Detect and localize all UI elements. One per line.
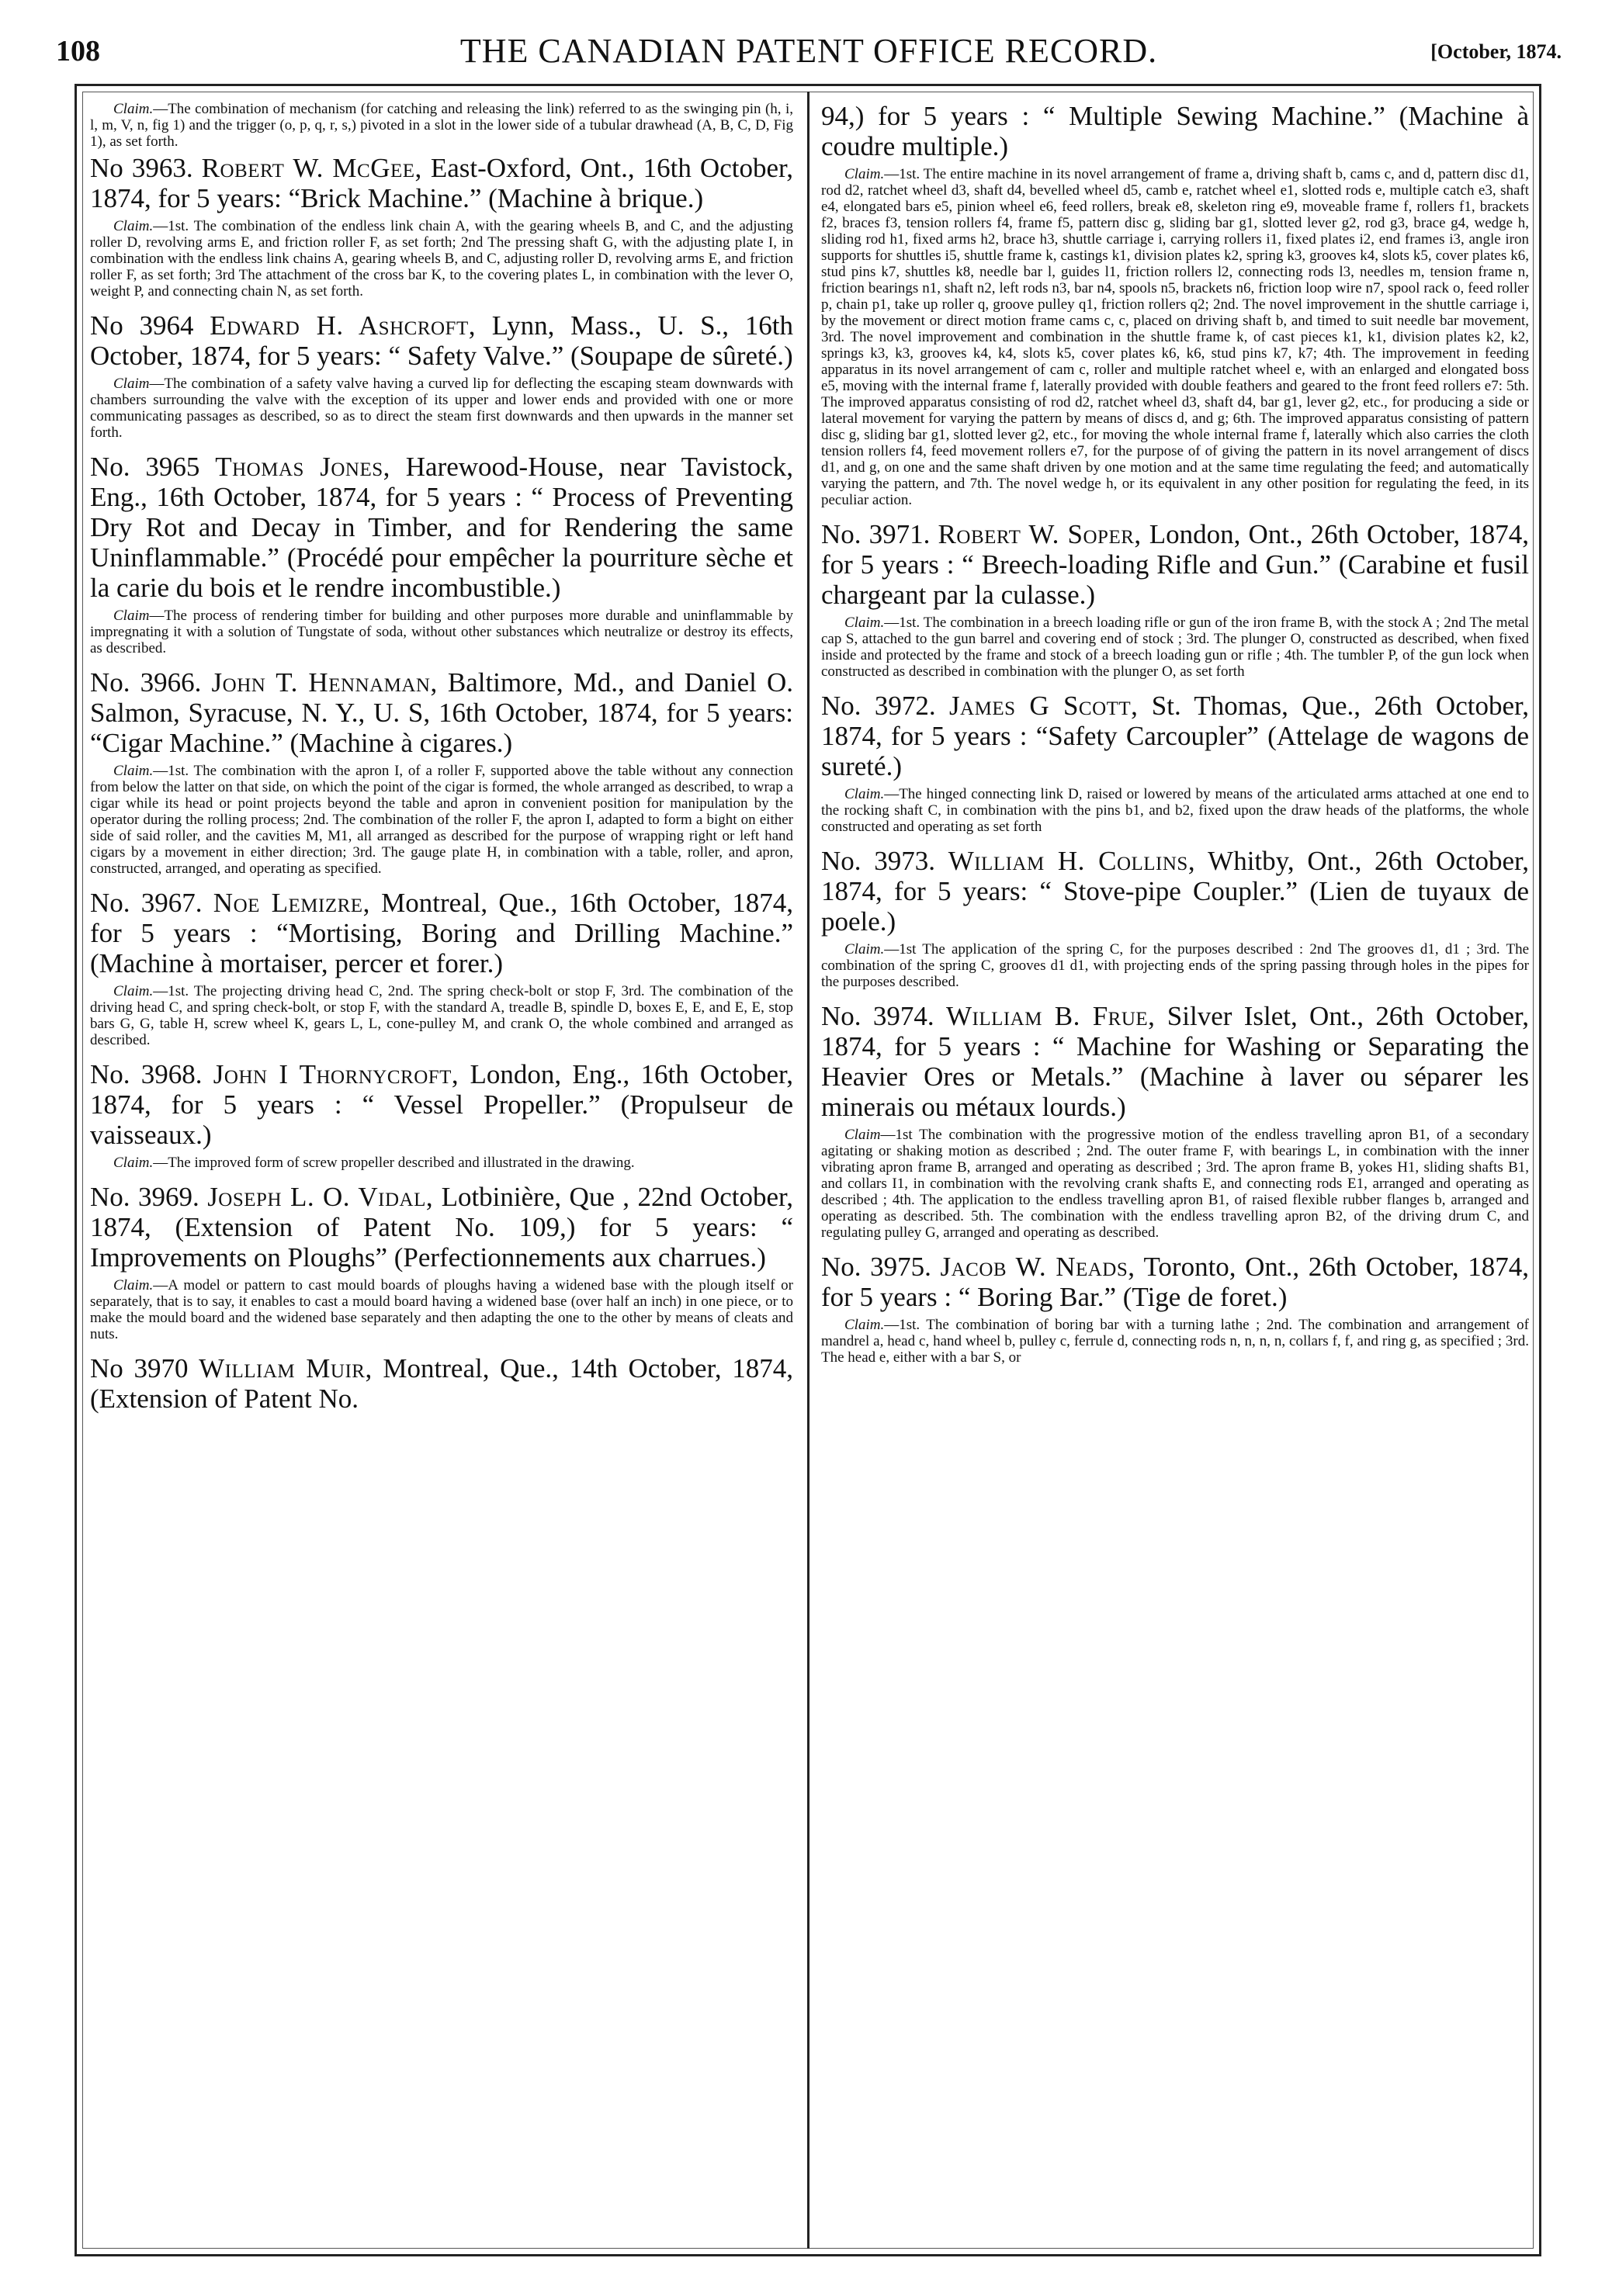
- patent-number: No. 3974.: [821, 1001, 934, 1031]
- entry-claim: [90, 1277, 793, 1342]
- patent-entry-3971: [821, 519, 1529, 680]
- entry-claim: [90, 763, 793, 877]
- patent-entry-3965: [90, 452, 793, 656]
- claim-label: Claim.: [844, 615, 885, 631]
- patent-entry-3974: [821, 1001, 1529, 1241]
- patent-entry-3972: [821, 691, 1529, 835]
- entry-heading: [821, 1001, 1529, 1122]
- inventor-name: John T. Hennaman,: [211, 667, 438, 698]
- entry-details: Silver Islet, Ont., 26th October, 1874, for 5 years : “ Machine for Washing or Separating the Heavier Ores or Metals.” (Machine à laver ou séparer les minerais ou métaux lourds.): [821, 1001, 1529, 1122]
- entry-heading-continued: 94,) for 5 years : “ Multiple Sewing Machine.” (Machine à coudre multiple.): [821, 101, 1529, 161]
- entry-heading: [90, 153, 793, 213]
- claim-label: Claim.: [113, 763, 154, 779]
- patent-entry-3970-continued: [821, 101, 1529, 508]
- entry-heading: [90, 452, 793, 603]
- inventor-name: Robert W. Soper,: [938, 519, 1142, 549]
- entry-claim: [821, 941, 1529, 990]
- left-column: [90, 101, 793, 2242]
- inventor-name: Edward H. Ashcroft,: [210, 310, 476, 341]
- patent-number: No. 3967.: [90, 888, 203, 918]
- patent-number: No. 3969.: [90, 1182, 199, 1212]
- entry-details: Harewood-House, near Tavistock, Eng., 16th October, 1874, for 5 years : “ Process of Preventing Dry Rot and Decay in Timber, and for Rendering the same Uninflammable.” (Procédé pour empêcher la pourriture sèche et la carie du bois et le rendre incombustible.): [90, 452, 793, 603]
- claim-label: Claim.: [113, 101, 154, 117]
- claim-label: Claim: [844, 1127, 881, 1143]
- entry-details: Baltimore, Md., and Daniel O. Salmon, Syracuse, N. Y., U. S, 16th October, 1874, for 5 years: “Cigar Machine.” (Machine à cigares.): [90, 667, 793, 758]
- inventor-name: John I Thornycroft,: [213, 1059, 459, 1089]
- claim-label: Claim: [113, 376, 150, 392]
- entry-claim: [821, 1317, 1529, 1366]
- entry-details: St. Thomas, Que., 26th October, 1874, for 5 years : “Safety Carcoupler” (Attelage de wagons de sureté.): [821, 691, 1529, 781]
- entry-details: London, Eng., 16th October, 1874, for 5 years : “ Vessel Propeller.” (Propulseur de vaisseaux.): [90, 1059, 793, 1150]
- entry-heading: [90, 310, 793, 371]
- patent-number: No. 3965: [90, 452, 200, 482]
- patent-entry-3970: [90, 1353, 793, 1414]
- entry-claim: [821, 615, 1529, 680]
- claim-label: Claim: [113, 608, 150, 624]
- claim-text: —1st. The entire machine in its novel arrangement of frame a, driving shaft b, cams c, and d, pattern disc d1, rod d2, ratchet wheel d3, shaft d4, bevelled wheel d5, camb e, ratchet wheel e1, slotted rods e, multiple catch e3, shaft e4, elongated bars e5, pinion wheel e6, feed rollers, break e8, skeleton ring e9, moveable frame f, rollers f1, brackets f2, braces f3, tension rollers f4, frame f5, pattern disc g, sliding bar g1, slotted lever g2, rod g3, brace g4, wedge h, sliding rod h1, fixed arms h2, brace h3, shuttle carriage i, carrying rollers i1, fixed plates i2, end frames i3, angle iron supports for shuttles i5, shuttle frame k, castings k1, division plates k2, spring k3, grooves k4, slots k5, cover plates k6, stud pins k7, shuttles k8, needle bar l, guides l1, friction rollers l2, connecting rods l3, needles m, tension frame n, friction bearings n1, shaft n2, left rods n3, bar n4, spools n5, brackets n6, friction loop wire n7, spool rack o, feed roller p, chain p1, take up roller q, groove pulley q1, friction rollers q2; 2nd. The novel improvement in the shuttle carriage i, by the movement or direct motion frame cams c, c, placed on driving shaft b, and timed to suit needle bar movement, 3rd. The novel improvement and combination in the shuttle frame k, of cast pieces k1, k1, division plates k2, k2, springs k3, k3, grooves k4, k4, slots k5, cover plates k6, k6, stud pins k7, k7; 4th. The improvement in feeding apparatus in its novel arrangement of cam c, roller and multiple ratchet wheel e, with an enlarged and elongated boss e5, moving with the internal frame f, laterally provided with double feathers and geared to the front feed rollers e7: 5th. The improved apparatus consisting of rod d2, ratchet wheel d3, shaft d4, bar g1, lever g2, etc., for producing a side or lateral movement for varying the pattern by means of discs d, and g; 6th. The improved apparatus consisting of pattern disc g, sliding bar g1, slotted lever g2, etc., for moving the whole internal frame f, laterally which also carries the cloth tension rollers f4, feed movement rollers e7, for the purpose of of giving the pattern in its novel arrangement of discs d1, and g, on one and the same shaft driven by one motion and at the same time regulating the feed; and automatically varying the pattern, and 7th. The novel wedge h, or its equivalent in any other position for regulating the feed, in its peculiar action.: [821, 166, 1529, 508]
- entry-details: Montreal, Que., 16th October, 1874, for 5 years : “Mortising, Boring and Drilling Machine.” (Machine à mortaiser, percer et forer.): [90, 888, 793, 978]
- claim-label: Claim.: [113, 1277, 154, 1293]
- claim-text: —1st. The projecting driving head C, 2nd. The spring check-bolt or stop F, 3rd. The combination of the driving head C, and spring check-bolt, or stop F, with the standard A, treadle B, spindle D, boxes E, E, and E, E, stop bars G, G, table H, screw wheel K, gears L, L, cone-pulley M, and crank O, the whole combined and arranged as described.: [90, 983, 793, 1048]
- claim-text: —The process of rendering timber for building and other purposes more durable and uninflammable by impregnating it with a solution of Tungstate of soda, without other substances which neutralize or destroy its effects, as described.: [90, 608, 793, 656]
- right-column: [821, 101, 1529, 2242]
- claim-label: Claim.: [113, 983, 154, 999]
- claim-text: —The hinged connecting link D, raised or lowered by means of the articulated arms attached at one end to the rocking shaft C, in combination with the pins b1, and b2, fixed upon the draw heads of the platforms, the whole constructed and operating as set forth: [821, 786, 1529, 835]
- patent-entry-3973: [821, 846, 1529, 990]
- entry-claim: [90, 983, 793, 1048]
- claim-text: —1st. The combination in a breech loading rifle or gun of the iron frame B, with the stock A ; 2nd The metal cap S, attached to the gun barrel and covering end of stock ; 3rd. The plunger O, constructed as described, when fixed inside and protected by the frame and stock of a breech loading gun or rifle ; 4th. The tumbler P, of the gun lock when constructed as described in combination with the plunger O, as set forth: [821, 615, 1529, 680]
- claim-text: —1st. The combination with the apron I, of a roller F, supported above the table without any connection from below the latter on that side, on which the point of the cigar is formed, the whole arranged as described, to wrap a cigar while its head or point projects beyond the table and apron in convenient position for manipulation by the operator during the rolling process; 2nd. The combination of the roller F, the apron I, adapted to form a bight on either side of said roller, and the cavities M, M1, all arranged as described for the purpose of wrapping right or left hand cigars by a movement in either direction; 3rd. The gauge plate H, in combination with a table, roller, and apron, constructed, arranged, and operating as specified.: [90, 763, 793, 877]
- patent-entry-3967: [90, 888, 793, 1048]
- entry-details: Whitby, Ont., 26th October, 1874, for 5 years: “ Stove-pipe Coupler.” (Lien de tuyaux de poele.): [821, 846, 1529, 937]
- claim-label: Claim.: [844, 941, 885, 958]
- entry-heading: [821, 846, 1529, 937]
- entry-details: East-Oxford, Ont., 16th October, 1874, for 5 years: “Brick Machine.” (Machine à brique.): [90, 153, 793, 213]
- claim-text: —1st The application of the spring C, for the purposes described : 2nd The grooves d1, d1 ; 3rd. The combination of the spring C, grooves d1 d1, with projecting ends of the spring passing through holes in the pipes for the purposes described.: [821, 941, 1529, 990]
- patent-entry-3963: [90, 153, 793, 300]
- lead-claim: [90, 101, 793, 150]
- inventor-name: Noe Lemizre,: [213, 888, 370, 918]
- entry-claim: [90, 1155, 793, 1171]
- patent-number: No. 3973.: [821, 846, 935, 876]
- entry-details: Lotbinière, Que , 22nd October, 1874, (Extension of Patent No. 109,) for 5 years: “ Improvements on Ploughs” (Perfectionnements aux charrues.): [90, 1182, 793, 1273]
- patent-entry-3966: [90, 667, 793, 877]
- inventor-name: William H. Collins,: [948, 846, 1196, 876]
- claim-label: Claim.: [113, 218, 154, 234]
- patent-entry-3975: [821, 1252, 1529, 1366]
- inventor-name: Thomas Jones,: [215, 452, 390, 482]
- entry-heading: [90, 1353, 793, 1414]
- entry-heading: [90, 667, 793, 758]
- entry-details: Lynn, Mass., U. S., 16th October, 1874, for 5 years: “ Safety Valve.” (Soupape de sûreté.): [90, 310, 793, 371]
- claim-label: Claim.: [844, 786, 885, 802]
- entry-claim: [821, 166, 1529, 508]
- entry-heading: [90, 1059, 793, 1150]
- claim-label: Claim.: [113, 1155, 154, 1171]
- journal-title: THE CANADIAN PATENT OFFICE RECORD.: [459, 32, 1158, 70]
- claim-label: Claim.: [844, 1317, 885, 1333]
- inventor-name: William B. Frue,: [945, 1001, 1156, 1031]
- entry-heading: [90, 888, 793, 978]
- entry-claim: [90, 218, 793, 300]
- claim-text: —1st. The combination of the endless link chain A, with the gearing wheels B, and C, and the adjusting roller D, revolving arms E, and friction roller F, as set forth; 2nd The pressing shaft G, with the adjusting plate I, in combination with the endless link chains A, gearing wheels B, and C, adjusting roller D, revolving arms E, and friction roller F, as set forth; 3rd The attachment of the cross bar K, to the covering plates L, in combination with the lever O, weight P, and connecting chain N, as set forth.: [90, 218, 793, 300]
- claim-label: Claim.: [844, 166, 885, 182]
- patent-number: No. 3966.: [90, 667, 202, 698]
- patent-number: No 3964: [90, 310, 194, 341]
- claim-text: —The combination of mechanism (for catching and releasing the link) referred to as the swinging pin (h, i, l, m, V, n, fig 1) and the trigger (o, p, q, r, s,) pivoted in a slot in the lower side of a tubular drawhead (A, B, C, D, Fig 1), as set forth.: [90, 101, 793, 150]
- inventor-name: James G Scott,: [948, 691, 1139, 721]
- claim-text: —1st The combination with the progressive motion of the endless travelling apron B1, of a secondary agitating or shaking motion as described ; 2nd. The outer frame F, with bearings L, in combination with the inner vibrating apron frame B, arranged and operating as described ; 3rd. The apron frame B, yokes H1, sliding shafts B1, and collars I1, in combination with the revolving crank shafts E, and connecting rods E1, arranged and operating as described ; 4th. The application to the endless travelling apron B1, of raised flexible rubber flanges b, arranged and operating as described. 5th. The combination with the endless travelling apron B2, of the driving drum C, and regulating pulley G, arranged and operating as described.: [821, 1127, 1529, 1241]
- page-number: 108: [56, 35, 100, 68]
- running-head: [56, 31, 1562, 78]
- patent-number: No 3970: [90, 1353, 189, 1383]
- patent-entry-3969: [90, 1182, 793, 1342]
- inventor-name: William Muir,: [199, 1353, 373, 1383]
- entry-details: Montreal, Que., 14th October, 1874, (Extension of Patent No.: [90, 1353, 793, 1414]
- entry-heading: [821, 519, 1529, 610]
- inventor-name: Joseph L. O. Vidal,: [207, 1182, 434, 1212]
- entry-details: Toronto, Ont., 26th October, 1874, for 5 years : “ Boring Bar.” (Tige de foret.): [821, 1252, 1529, 1312]
- claim-text: —The improved form of screw propeller described and illustrated in the drawing.: [153, 1155, 635, 1171]
- patent-number: No. 3972.: [821, 691, 936, 721]
- entry-claim: [821, 786, 1529, 835]
- entry-claim: [821, 1127, 1529, 1241]
- entry-details: London, Ont., 26th October, 1874, for 5 years : “ Breech-loading Rifle and Gun.” (Carabine et fusil chargeant par la culasse.): [821, 519, 1529, 610]
- entry-claim: [90, 376, 793, 441]
- patent-number: No 3963.: [90, 153, 193, 183]
- patent-number: No. 3971.: [821, 519, 931, 549]
- patent-number: No. 3975.: [821, 1252, 931, 1282]
- inventor-name: Robert W. McGee,: [201, 153, 422, 183]
- entry-heading: [821, 691, 1529, 781]
- entry-claim: [90, 608, 793, 656]
- patent-number: No. 3968.: [90, 1059, 203, 1089]
- inventor-name: Jacob W. Neads,: [940, 1252, 1135, 1282]
- claim-text: —1st. The combination of boring bar with a turning lathe ; 2nd. The combination and arrangement of mandrel a, head c, hand wheel b, pulley c, ferrule d, connecting rods n, n, n, n, collars f, f, and ring g, as specified ; 3rd. The head e, either with a bar S, or: [821, 1317, 1529, 1366]
- claim-text: —A model or pattern to cast mould boards of ploughs having a widened base with the plough itself or separately, that is to say, it enables to cast a mould board having a widened base (over half an inch) in one piece, or to make the mould board and the widened base separately and then adapting the one to the other by means of cleats and nuts.: [90, 1277, 793, 1342]
- column-rule: [807, 92, 810, 2249]
- entry-heading: [90, 1182, 793, 1273]
- issue-date: [October, 1874.: [1430, 40, 1562, 63]
- patent-entry-3964: [90, 310, 793, 441]
- claim-text: —The combination of a safety valve having a curved lip for deflecting the escaping steam downwards with chambers surrounding the valve with the exception of its upper and lower ends and provided with one or more communicating passages as described, so as to direct the steam first downwards and then upwards in the manner set forth.: [90, 376, 793, 441]
- patent-entry-3968: [90, 1059, 793, 1171]
- entry-heading: [821, 1252, 1529, 1312]
